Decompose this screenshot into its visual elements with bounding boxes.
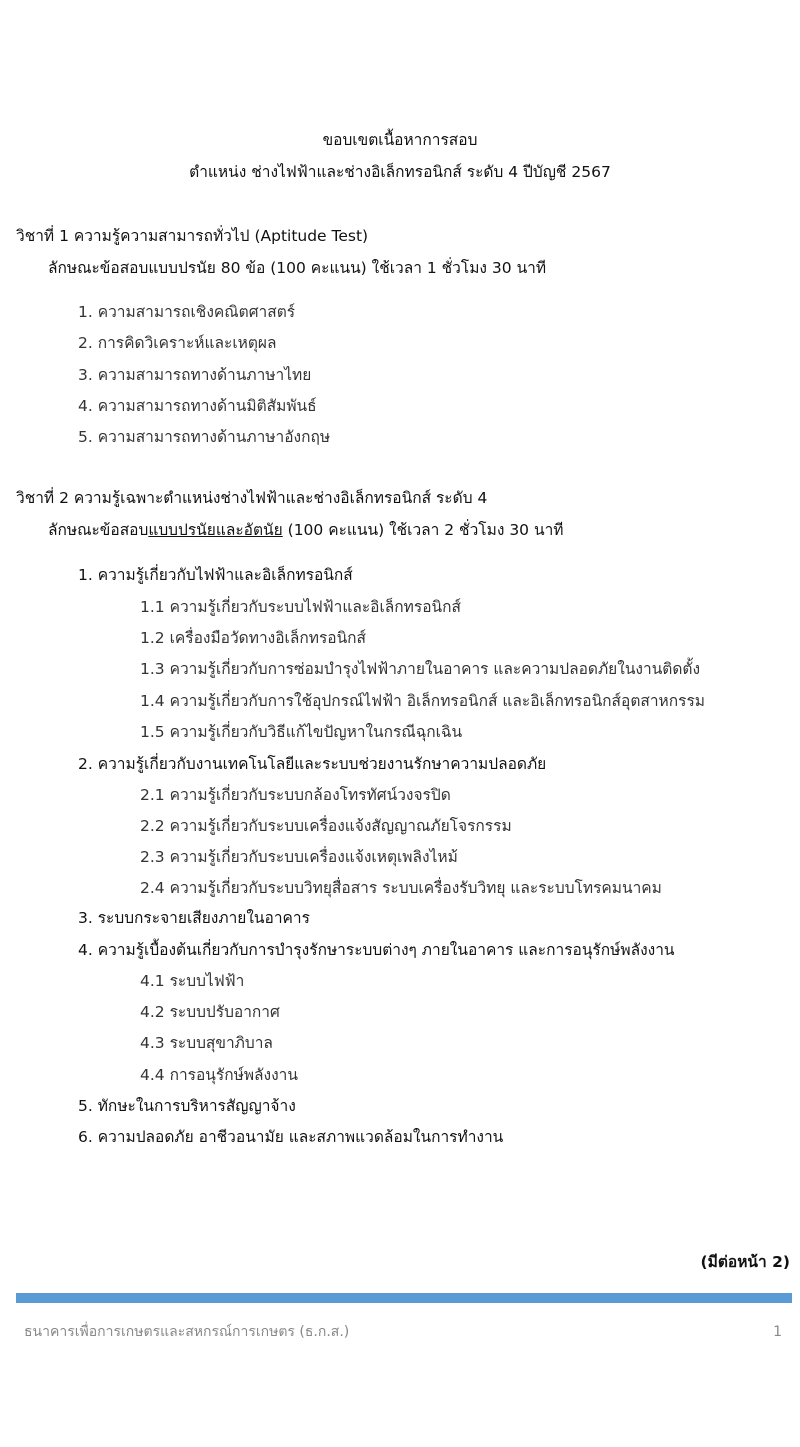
topic-heading: 3. ระบบกระจายเสียงภายในอาคาร (78, 909, 310, 927)
desc-underlined: แบบปรนัยและอัตนัย (148, 521, 283, 539)
desc-suffix: (100 คะแนน) ใช้เวลา 2 ชั่วโมง 30 นาที (282, 521, 564, 539)
subject1-desc: ลักษณะข้อสอบแบบปรนัย 80 ข้อ (100 คะแนน) ใช้เวลา 1 ชั่วโมง 30 นาที (48, 259, 547, 277)
subtopic: 4.1 ระบบไฟฟ้า (140, 972, 245, 990)
footer-divider (16, 1293, 792, 1303)
subtopic: 4.3 ระบบสุขาภิบาล (140, 1034, 273, 1052)
subtopic: 1.2 เครื่องมือวัดทางอิเล็กทรอนิกส์ (140, 629, 367, 647)
subtopic: 1.4 ความรู้เกี่ยวกับการใช้อุปกรณ์ไฟฟ้า อิเล็กทรอนิกส์ และอิเล็กทรอนิกส์อุตสาหกรรม (140, 692, 706, 710)
page-number: 1 (773, 1324, 782, 1340)
footer-org: ธนาคารเพื่อการเกษตรและสหกรณ์การเกษตร (ธ.ก.ส.) (24, 1324, 350, 1340)
subject1-title: วิชาที่ 1 ความรู้ความสามารถทั่วไป (Aptitude Test) (16, 227, 369, 245)
subtopic: 4.2 ระบบปรับอากาศ (140, 1003, 280, 1021)
topic-heading: 6. ความปลอดภัย อาชีวอนามัย และสภาพแวดล้อมในการทำงาน (78, 1128, 504, 1146)
subtopic: 2.4 ความรู้เกี่ยวกับระบบวิทยุสื่อสาร ระบบเครื่องรับวิทยุ และระบบโทรคมนาคม (140, 879, 662, 897)
doc-subtitle: ตำแหน่ง ช่างไฟฟ้าและช่างอิเล็กทรอนิกส์ ระดับ 4 ปีบัญชี 2567 (189, 163, 611, 181)
doc-title: ขอบเขตเนื้อหาการสอบ (322, 131, 478, 149)
subtopic: 2.3 ความรู้เกี่ยวกับระบบเครื่องแจ้งเหตุเพลิงไหม้ (140, 848, 458, 866)
subject1-item: 5. ความสามารถทางด้านภาษาอังกฤษ (78, 428, 331, 446)
subtopic: 2.2 ความรู้เกี่ยวกับระบบเครื่องแจ้งสัญญาณภัยโจรกรรม (140, 817, 512, 835)
subject1-item: 4. ความสามารถทางด้านมิติสัมพันธ์ (78, 397, 317, 415)
topic-heading: 1. ความรู้เกี่ยวกับไฟฟ้าและอิเล็กทรอนิกส์ (78, 566, 353, 584)
subtopic: 1.3 ความรู้เกี่ยวกับการซ่อมบำรุงไฟฟ้าภายในอาคาร และความปลอดภัยในงานติดตั้ง (140, 660, 701, 678)
topic-heading: 4. ความรู้เบื้องต้นเกี่ยวกับการบำรุงรักษาระบบต่างๆ ภายในอาคาร และการอนุรักษ์พลังงาน (78, 941, 675, 959)
topic-heading: 5. ทักษะในการบริหารสัญญาจ้าง (78, 1097, 296, 1115)
continued-note: (มีต่อหน้า 2) (700, 1253, 790, 1271)
subtopic: 1.5 ความรู้เกี่ยวกับวิธีแก้ไขปัญหาในกรณีฉุกเฉิน (140, 723, 463, 741)
subject1-item: 1. ความสามารถเชิงคณิตศาสตร์ (78, 303, 296, 321)
subtopic: 4.4 การอนุรักษ์พลังงาน (140, 1066, 298, 1084)
subject2-desc (48, 519, 564, 541)
desc-prefix: ลักษณะข้อสอบ (48, 521, 149, 539)
subject2-title: วิชาที่ 2 ความรู้เฉพาะตำแหน่งช่างไฟฟ้าและช่างอิเล็กทรอนิกส์ ระดับ 4 (16, 489, 488, 507)
subject1-item: 3. ความสามารถทางด้านภาษาไทย (78, 366, 312, 384)
subject1-item: 2. การคิดวิเคราะห์และเหตุผล (78, 334, 277, 352)
subtopic: 1.1 ความรู้เกี่ยวกับระบบไฟฟ้าและอิเล็กทรอนิกส์ (140, 598, 461, 616)
subtopic: 2.1 ความรู้เกี่ยวกับระบบกล้องโทรทัศน์วงจรปิด (140, 786, 451, 804)
topic-heading: 2. ความรู้เกี่ยวกับงานเทคโนโลยีและระบบช่วยงานรักษาความปลอดภัย (78, 755, 547, 773)
